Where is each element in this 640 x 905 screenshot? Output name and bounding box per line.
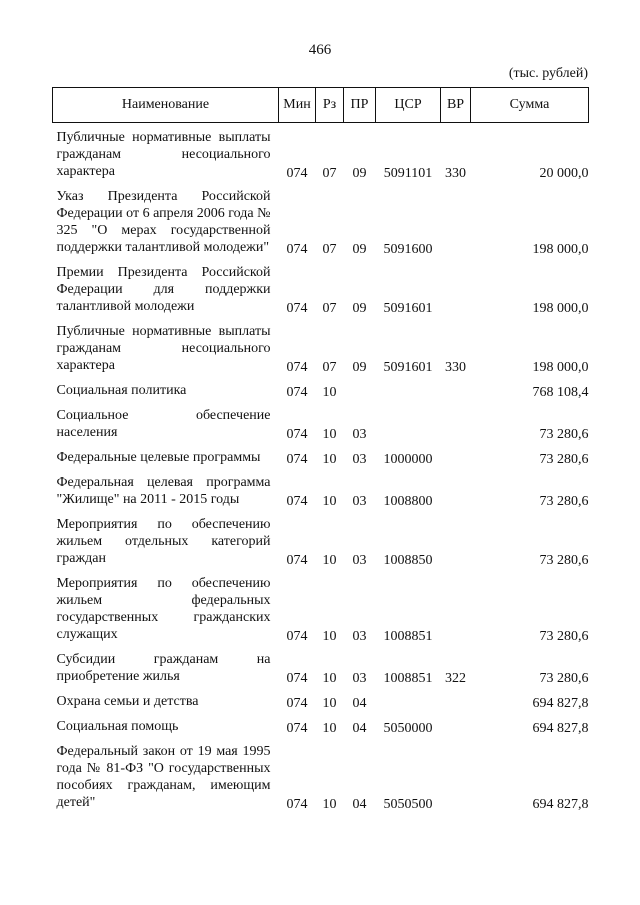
row-name-cell	[53, 123, 279, 183]
table-body	[53, 123, 589, 814]
row-pr: 03	[352, 427, 367, 442]
table-row	[53, 510, 589, 569]
row-sum: 694 827,8	[532, 797, 589, 812]
row-min: 074	[286, 360, 308, 375]
row-pr: 09	[352, 166, 367, 181]
row-min: 074	[286, 242, 308, 257]
row-name: Социальное обеспечение населения	[56, 408, 271, 440]
row-name-cell	[53, 569, 279, 645]
row-name-cell	[53, 645, 279, 687]
budget-table	[52, 87, 589, 813]
row-rz: 10	[322, 494, 337, 509]
row-vr	[441, 712, 471, 737]
row-pr: 09	[352, 301, 367, 316]
row-pr: 03	[352, 452, 367, 467]
row-vr	[441, 376, 471, 401]
table-row	[53, 712, 589, 737]
row-name: Указ Президента Российской Федерации от 6 апреля 2006 года № 325 "О мерах государственной поддержки талантливой молодежи"	[56, 189, 271, 255]
header-vr: ВР	[441, 88, 471, 123]
row-min: 074	[286, 301, 308, 316]
row-vr	[441, 737, 471, 813]
row-name-cell	[53, 258, 279, 317]
row-min: 074	[286, 797, 308, 812]
units-label: (тыс. рублей)	[508, 66, 588, 81]
row-pr: 03	[352, 629, 367, 644]
row-vr: 330	[445, 360, 466, 375]
table-row	[53, 645, 589, 687]
table-row	[53, 401, 589, 443]
row-name: Социальная помощь	[56, 719, 179, 734]
row-sum: 20 000,0	[539, 166, 589, 181]
row-min: 074	[286, 721, 308, 736]
row-name: Федеральная целевая программа "Жилище" на 2011 - 2015 годы	[56, 475, 271, 507]
table-row	[53, 443, 589, 468]
header-sum: Сумма	[471, 88, 589, 123]
row-vr	[441, 182, 471, 258]
row-min: 074	[286, 553, 308, 568]
row-sum: 73 280,6	[539, 452, 589, 467]
row-name-cell	[53, 182, 279, 258]
row-vr	[441, 443, 471, 468]
row-pr: 03	[352, 671, 367, 686]
row-sum: 73 280,6	[539, 494, 589, 509]
row-csr: 5091601	[383, 301, 433, 316]
row-min: 074	[286, 427, 308, 442]
row-name: Мероприятия по обеспечению жильем федеральных государственных гражданских служащих	[56, 576, 271, 642]
row-vr: 330	[445, 166, 466, 181]
row-vr	[441, 258, 471, 317]
row-rz: 07	[322, 301, 337, 316]
row-csr: 5091101	[383, 166, 433, 181]
row-csr: 1008850	[383, 553, 433, 568]
row-rz: 07	[322, 242, 337, 257]
row-name-cell	[53, 712, 279, 737]
row-name: Субсидии гражданам на приобретение жилья	[56, 652, 271, 684]
row-pr: 09	[352, 360, 367, 375]
header-min: Мин	[279, 88, 316, 123]
row-name: Федеральные целевые программы	[56, 450, 261, 465]
row-min: 074	[286, 494, 308, 509]
table-row	[53, 468, 589, 510]
table-header	[53, 88, 589, 123]
row-vr	[441, 687, 471, 712]
row-csr: 5091601	[383, 360, 433, 375]
header-rz: Рз	[316, 88, 344, 123]
row-csr: 1008800	[383, 494, 433, 509]
table-row	[53, 317, 589, 376]
row-name-cell	[53, 510, 279, 569]
row-rz: 10	[322, 427, 337, 442]
row-pr: 04	[352, 797, 367, 812]
row-name: Публичные нормативные выплаты гражданам несоциального характера	[56, 130, 271, 179]
row-rz: 10	[322, 671, 337, 686]
row-vr	[441, 401, 471, 443]
table-row	[53, 123, 589, 183]
row-rz: 10	[322, 696, 337, 711]
row-csr: 1008851	[383, 629, 433, 644]
header-csr: ЦСР	[376, 88, 441, 123]
row-sum: 73 280,6	[539, 671, 589, 686]
row-csr: 5050500	[383, 797, 433, 812]
row-name: Публичные нормативные выплаты гражданам несоциального характера	[56, 324, 271, 373]
table-row	[53, 687, 589, 712]
table-row	[53, 376, 589, 401]
row-vr	[441, 569, 471, 645]
table-row	[53, 737, 589, 813]
header-pr: ПР	[344, 88, 376, 123]
row-sum: 694 827,8	[532, 696, 589, 711]
row-sum: 198 000,0	[532, 301, 589, 316]
row-rz: 10	[322, 797, 337, 812]
row-name: Охрана семьи и детства	[56, 694, 199, 709]
row-csr: 5091600	[383, 242, 433, 257]
row-name: Федеральный закон от 19 мая 1995 года № 81-ФЗ "О государственных пособиях гражданам, имеющим детей"	[56, 744, 271, 810]
row-pr: 09	[352, 242, 367, 257]
row-name-cell	[53, 376, 279, 401]
row-rz: 10	[322, 385, 337, 400]
row-rz: 10	[322, 452, 337, 467]
row-name: Мероприятия по обеспечению жильем отдельных категорий граждан	[56, 517, 271, 566]
row-name: Премии Президента Российской Федерации для поддержки талантливой молодежи	[56, 265, 271, 314]
row-sum: 768 108,4	[532, 385, 589, 400]
row-name-cell	[53, 317, 279, 376]
row-name-cell	[53, 443, 279, 468]
row-sum: 198 000,0	[532, 242, 589, 257]
row-csr	[376, 687, 441, 712]
header-name: Наименование	[53, 88, 279, 123]
row-csr	[376, 376, 441, 401]
row-sum: 73 280,6	[539, 553, 589, 568]
row-rz: 10	[322, 553, 337, 568]
row-min: 074	[286, 166, 308, 181]
row-sum: 198 000,0	[532, 360, 589, 375]
row-vr	[441, 468, 471, 510]
row-sum: 694 827,8	[532, 721, 589, 736]
row-min: 074	[286, 671, 308, 686]
row-rz: 10	[322, 721, 337, 736]
table-row	[53, 182, 589, 258]
row-min: 074	[286, 452, 308, 467]
row-sum: 73 280,6	[539, 427, 589, 442]
row-vr: 322	[445, 671, 466, 686]
row-vr	[441, 510, 471, 569]
row-min: 074	[286, 629, 308, 644]
row-pr: 03	[352, 494, 367, 509]
row-csr: 1000000	[383, 452, 433, 467]
row-rz: 10	[322, 629, 337, 644]
row-pr: 04	[352, 721, 367, 736]
row-pr: 04	[352, 696, 367, 711]
row-min: 074	[286, 385, 308, 400]
row-name-cell	[53, 687, 279, 712]
row-name-cell	[53, 401, 279, 443]
row-sum: 73 280,6	[539, 629, 589, 644]
row-csr	[376, 401, 441, 443]
row-name-cell	[53, 737, 279, 813]
row-rz: 07	[322, 360, 337, 375]
row-csr: 1008851	[383, 671, 433, 686]
row-rz: 07	[322, 166, 337, 181]
row-pr	[344, 376, 376, 401]
row-csr: 5050000	[383, 721, 433, 736]
table-row	[53, 258, 589, 317]
page-number: 466	[308, 42, 332, 58]
row-min: 074	[286, 696, 308, 711]
row-name: Социальная политика	[56, 383, 187, 398]
table-row	[53, 569, 589, 645]
row-name-cell	[53, 468, 279, 510]
row-pr: 03	[352, 553, 367, 568]
